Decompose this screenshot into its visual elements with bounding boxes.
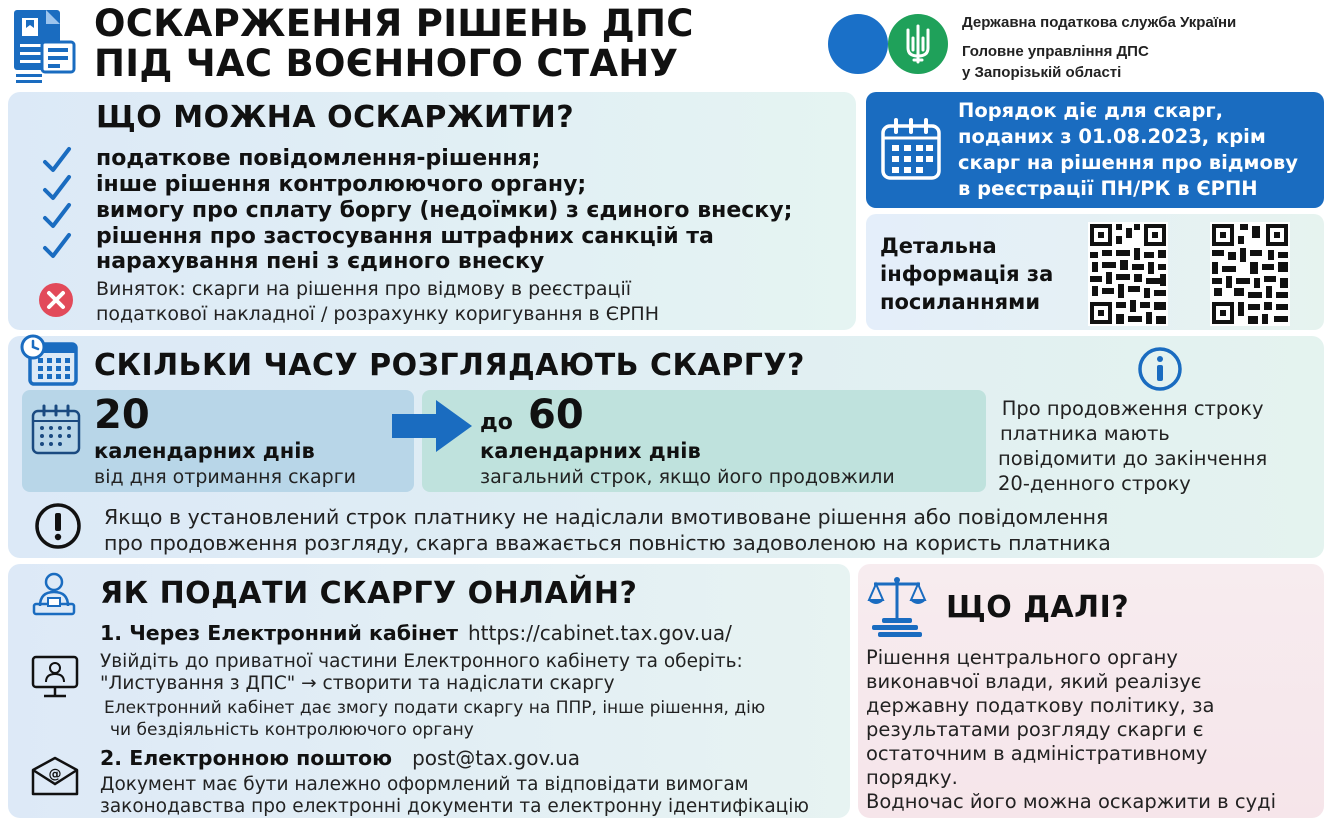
svg-text:@: @ [48,767,62,782]
twenty-days-label: календарних днів [94,439,315,463]
scales-of-justice-icon [866,574,928,640]
next-section-title: ЩО ДАЛІ? [946,590,1130,625]
document-icon [12,8,76,86]
appeal-item: податкове повідомлення-рішення; [96,146,541,171]
next-line: остаточним в адміністративному [866,742,1208,765]
extension-line: Про продовження строку [1001,397,1264,420]
next-body [866,646,1276,814]
qr-label-line: посиланнями [880,290,1041,314]
step1-note-2: чи бездіяльність контролюючого органу [110,720,474,740]
logo-blue-circle [828,14,888,74]
sixty-number: 60 [528,392,584,438]
sixty-days-label: календарних днів [480,439,701,463]
extension-line: платника мають [1000,422,1170,445]
org-line-2: Головне управління ДПС [962,43,1149,60]
appeal-item: інше рішення контролюючого органу; [96,172,587,197]
notice-line: скарг на рішення про відмову [958,151,1298,174]
extension-line: повідомити до закінчення [998,447,1268,470]
step1-note-1: Електронний кабінет дає змогу подати скаргу на ППР, інше рішення, дію [104,698,766,718]
checkmark-icon [42,202,72,230]
person-at-desk-icon [30,572,78,616]
email-link[interactable]: post@tax.gov.ua [412,746,581,770]
step1-instruction-2: "Листування з ДПС" → створити та надіслати скаргу [100,673,615,694]
cabinet-link[interactable]: https://cabinet.tax.gov.ua/ [468,621,732,645]
next-line: Рішення центрального органу [866,646,1178,669]
what-section-title: ЩО МОЖНА ОСКАРЖИТИ? [96,100,575,135]
procedure-notice-text [958,98,1298,202]
checkmark-icon [42,232,72,260]
qr-code-icon[interactable] [1088,222,1168,326]
clock-calendar-icon [20,334,80,388]
qr-label [880,232,1053,316]
notice-line: Порядок діє для скарг, [958,99,1223,122]
note-line: Якщо в установлений строк платнику не надіслали вмотивоване рішення або повідомлення [104,505,1109,529]
info-icon [1136,346,1184,392]
step1-instruction-1: Увійдіть до приватної частини Електронного кабінету та оберіть: [100,651,743,672]
note-line: про продовження розгляду, скарга вважається повністю задоволеною на користь платника [104,531,1111,555]
extension-note [998,396,1267,496]
step2-instruction-2: законодавства про електронні документи та електронну ідентифікацію [100,796,809,817]
exception-line-2: податкової накладної / розрахунку коригування в ЄРПН [96,303,659,325]
trident-emblem-icon [888,14,948,74]
auto-satisfaction-note [104,504,1111,556]
sixty-days-desc: загальний строк, якщо його продовжили [480,466,895,488]
qr-code-icon[interactable] [1210,222,1290,326]
exception-line-1: Виняток: скарги на рішення про відмову в реєстрації [96,278,631,300]
step2-title: 2. Електронною поштою [100,746,393,770]
checkmark-icon [42,146,72,174]
organization-name [962,12,1236,83]
org-line-3: у Запорізькій області [962,64,1122,81]
calendar-icon [30,404,82,456]
sixty-prefix: до [480,410,513,435]
page-title [94,4,694,84]
next-line: Водночас його можна оскаржити в суді [866,790,1277,813]
exclamation-icon [34,502,82,550]
cross-circle-icon [38,282,74,318]
appeal-item: нарахування пені з єдиного внеску [96,249,545,274]
monitor-icon [30,654,80,700]
step1-title: 1. Через Електронний кабінет [100,621,458,645]
appeal-item: рішення про застосування штрафних санкцій та [96,224,714,249]
notice-line: поданих з 01.08.2023, крім [958,125,1266,148]
qr-label-line: Детальна [880,234,997,258]
extension-line: 20-денного строку [998,472,1191,495]
step2-instruction-1: Документ має бути належно оформлений та відповідати вимогам [100,774,749,795]
step2-heading [100,746,580,770]
next-line: результатами розгляду скарги є [866,718,1204,741]
next-line: виконавчої влади, який реалізує [866,670,1202,693]
twenty-days-desc: від дня отримання скарги [94,466,357,488]
title-line-1: ОСКАРЖЕННЯ РІШЕНЬ ДПС [94,2,694,45]
org-line-1: Державна податкова служба України [962,14,1237,31]
step1-heading [100,621,732,645]
notice-line: в реєстрації ПН/РК в ЄРПН [958,177,1258,200]
online-section-title: ЯК ПОДАТИ СКАРГУ ОНЛАЙН? [100,576,638,611]
next-line: порядку. [866,766,958,789]
time-section-title: СКІЛЬКИ ЧАСУ РОЗГЛЯДАЮТЬ СКАРГУ? [94,348,805,383]
calendar-icon [880,118,942,182]
qr-label-line: інформація за [880,262,1054,286]
checkmark-icon [42,174,72,202]
arrow-right-icon [390,398,474,454]
title-line-2: ПІД ЧАС ВОЄННОГО СТАНУ [94,42,679,85]
envelope-at-icon [30,756,80,796]
twenty-number: 20 [94,392,150,438]
next-line: державну податкову політику, за [866,694,1215,717]
appeal-item: вимогу про сплату боргу (недоїмки) з єдиного внеску; [96,198,793,223]
